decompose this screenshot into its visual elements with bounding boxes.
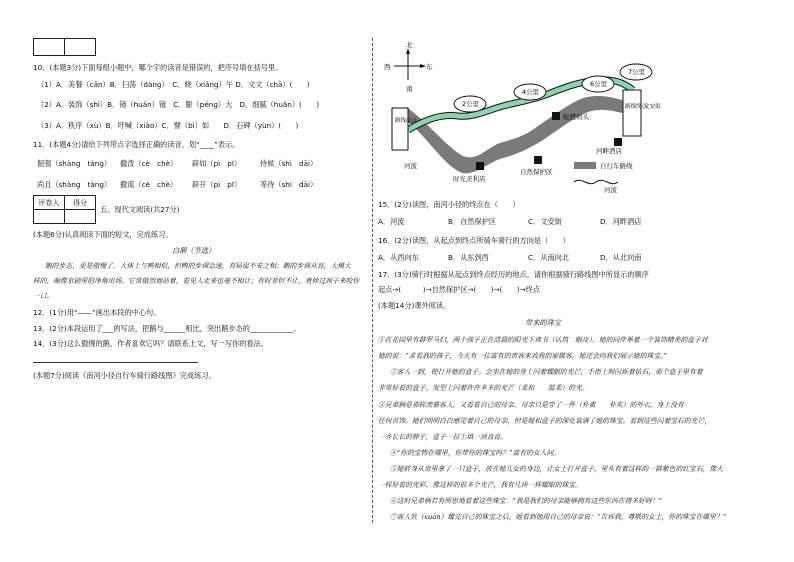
place-label: 轮渡码头 — [563, 113, 589, 121]
blank-box — [33, 38, 96, 56]
reading3-para: ①在花园里有群罗马妇，两个孩子正在清晨的阳光下读书（认筑 眼皮）。她的同伴举着一个装饰精美的盒子对 — [378, 336, 708, 344]
q10-row2: （2）A．装饰（shì）B．镜（huǎn）镜 C．膨（péng）大 D．细腻（huǎn）( ) — [37, 100, 319, 109]
reading3-para: 她的说：“求看我的孩子，今天有一位富有的贵客来戏我的家做客，她还会向我们展示她的珠宝。” — [378, 352, 668, 360]
legend-bike-swatch — [574, 162, 596, 169]
q15-option: C．文安街 — [528, 217, 562, 226]
q11-item: 尚且（shàng tàng） — [37, 180, 112, 189]
reading3-para: ③兄弟俩是那样羡慕客人，又看看自己的母亲。母亲只是穿了一件（朴素 朴实）的外衣，身上没有 — [378, 401, 684, 409]
reading1-para: 样的，颇像京剧里的净角出场。它常傲然地站着，看见人走来也毫不相让；有时非但不让，竟伸过颈子来咬你 — [33, 277, 360, 285]
west-label: 西 — [384, 63, 391, 71]
q10-row3: （3）A．秩序（xù）B．吁喊（xiào）C．譬（bì）如 D．石碑（yùn）( ) — [37, 121, 299, 130]
score-header-score: 得分 — [65, 196, 96, 210]
q10-stem: 10．(本题3分)下面每组小题中，哪个字的读音是错误的，把序号填在括号里。 — [33, 63, 283, 72]
q14: 14．(3分)这么傲慢的鹅，作者喜欢它吗？请联系上文，写一写你的看法。 — [33, 339, 268, 348]
street-label: 文安街 — [644, 104, 661, 110]
place-marker — [476, 162, 484, 170]
q15-option: D．河畔酒店 — [600, 217, 642, 226]
legend-bike-label: 自行车路线 — [600, 162, 633, 170]
q11-item: 撒谎（cè chè） — [120, 180, 178, 189]
place-marker — [534, 156, 542, 164]
distance-label: 2公里 — [462, 100, 480, 108]
legend-river-swatch — [574, 180, 618, 183]
place-label: 河畔酒店 — [596, 147, 622, 155]
north-label: 北 — [406, 41, 413, 49]
reading3-para: 任何首饰。她们明明白白感觉着自己的母亲，但是她和盒子的深处装满了她的珠宝。看到这些闪着宝石的光芒， — [378, 417, 712, 425]
reading3-title: 带来的珠宝 — [525, 318, 561, 327]
reading3-para: 非常好看的盒子，发型上闪着许许多多的光芒（柔和 温柔）的光。 — [378, 384, 589, 392]
q16-option: C．从南向北 — [528, 253, 569, 262]
q12: 12．(1分)用“——”画出本段的中心句。 — [33, 308, 161, 317]
blank-cell — [34, 39, 65, 56]
q11-item: 侍候（shì dāi） — [260, 159, 318, 168]
place-marker — [614, 138, 622, 146]
south-label: 南 — [406, 85, 413, 93]
compass — [394, 48, 426, 80]
column-divider — [372, 38, 373, 523]
start-label: 路线起点 — [395, 118, 418, 124]
legend-river-label: 河流 — [604, 186, 617, 194]
reading3-para: ⑥这时兄弟俩若有所思地看着这些珠宝：“我是我们的母亲能够拥有这些东西在将多好呀！” — [390, 497, 663, 505]
q13: 13．(2分)本段运用了___的写法，把鹅与______相比，突出鹅步态的____________。 — [33, 324, 301, 333]
q11-item: 等待（shì dāi） — [260, 180, 318, 189]
reading1-para: 鹅的步态，更是傲慢了。大体上与鸭相似，但鸭的步调急速，有局促不安之相；鹅的步调从容，大模大 — [45, 262, 351, 270]
q11-item: 辟如（pì pī） — [192, 159, 242, 168]
section-title: 五、现代文阅读(共27分) — [100, 205, 180, 214]
q16-option: B．从东到西 — [448, 253, 489, 262]
q11-item: 撒泼（cè chè） — [120, 159, 178, 168]
reading1-intro: (本题6分)认真阅读下面的短文，完成练习。 — [33, 230, 173, 239]
q16-stem: 16．(2分)读图，从起点到终点所骑车骑行的方向是（ ） — [378, 236, 570, 245]
place-label: 时光美利店 — [453, 175, 486, 183]
place-marker — [552, 112, 560, 120]
q17-answer: 起点→( )→自然保护区→( )→( )→终点 — [378, 285, 540, 294]
reading3-para: ⑤她转身从房里拿了一只盒子，放在她儿女的身边，让女士打开盒子，里头有着这样的一群紫色的红宝石，像大 — [390, 465, 724, 473]
score-header-grader: 评卷人 — [34, 196, 65, 210]
end-label: 路线终点 — [625, 104, 648, 110]
distance-label: 7公里 — [628, 68, 646, 76]
reading1-title: 白鹅（节选） — [172, 246, 216, 255]
q11-item: 辟开（pì pī） — [192, 180, 242, 189]
end-box — [623, 90, 641, 136]
q16-option: A．从西向东 — [378, 253, 419, 262]
reading3-para: ②客人一到，便打开她的盒子。会坐在她的身上闪着耀眼的光芒，手指上则闪烁着钻石，那个盒子里有着 — [390, 368, 703, 376]
reading3-para: 一样好看的光彩，像这样的很多个光芒，我有几块一样耀眼的珠宝。 — [378, 481, 582, 489]
score-cell — [34, 210, 65, 224]
route-map — [378, 38, 668, 198]
q15-option: A．河流 — [378, 217, 405, 226]
q11-item: 倔强（shàng tàng） — [37, 159, 112, 168]
east-label: 东 — [426, 63, 433, 71]
q11-stem: 11．(本题4分)请给下列带点字选择正确的读音，划“____”表示。 — [33, 140, 240, 149]
q15-option: B．自然保护区 — [448, 217, 497, 226]
reading3-para: 一齐长长的脖子，盒子一拉上填一顶直直。 — [378, 433, 508, 441]
score-table — [33, 195, 96, 224]
answer-line — [33, 362, 198, 363]
river-label: 河流 — [404, 162, 417, 170]
place-label: 自然保护区 — [520, 168, 553, 176]
start-box — [392, 108, 408, 150]
q17-stem: 17．(3分)骑行时根据从起点到终点经历的地点，请你根据骑行路线图中所显示的顺序 — [378, 270, 649, 279]
reading3-intro: (本题14分)课外阅读。 — [378, 301, 451, 310]
reading1-para: 一口。 — [33, 292, 54, 300]
distance-label: 4公里 — [522, 88, 540, 96]
q10-row1: （1）A．美餐（cān）B．扫荡（dàng） C．晓（xiǎng）午 D．文文（chā）( ) — [37, 80, 310, 89]
blank-cell — [65, 39, 96, 56]
distance-label: 6公里 — [590, 80, 608, 88]
q16-option: D．从北向南 — [600, 253, 642, 262]
reading3-para: ④“你的宝物在哪里，你带你的珠宝吗？”富有的女人问。 — [390, 449, 561, 457]
reading3-para: ⑦客人姓（xuàn）耀完自己的珠宝之后，她看到他用自己的母亲说：“告诉我，尊敬的女士，你的珠宝在哪里？” — [390, 513, 727, 521]
score-cell — [65, 210, 96, 224]
reading2-intro: (本题7分)阅读《南河小径自行车骑行路线图》完成练习。 — [33, 371, 216, 380]
q15-stem: 15．(2分)读图，南河小径的终点在（ ） — [378, 200, 520, 209]
